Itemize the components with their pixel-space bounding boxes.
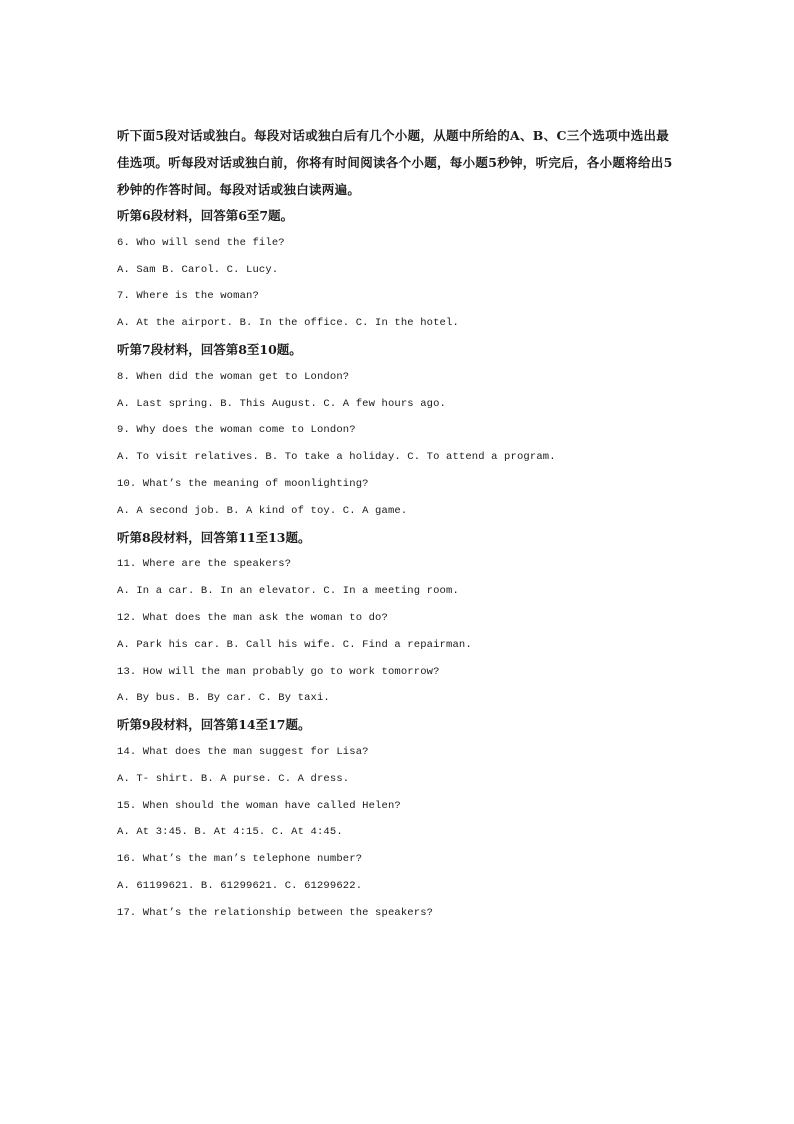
options-13: A. By bus. B. By car. C. By taxi. xyxy=(117,692,330,705)
section-title: 听第8段材料，回答第11至13题。 xyxy=(117,529,311,545)
exam-page xyxy=(117,122,677,927)
options-7: A. At the airport. B. In the office. C. In the hotel. xyxy=(117,317,459,330)
options-16: A. 61199621. B. 61299621. C. 61299622. xyxy=(117,879,363,892)
question-12: 12. What does the man ask the woman to do? xyxy=(117,611,388,624)
question-9: 9. Why does the woman come to London? xyxy=(117,424,356,437)
section-title: 听第7段材料，回答第8至10题。 xyxy=(117,341,302,357)
instructions-paragraph: 听下面5段对话或独白。每段对话或独白后有几个小题，从题中所给的A、B、C三个选项中选出最佳选项。听每段对话或独白前，你将有时间阅读各个小题，每小题5秒钟，听完后，各小题将给出5秒钟的作答时间。每段对话或独白读两遍。 xyxy=(117,128,673,197)
section-6 xyxy=(117,203,677,337)
section-title: 听第6段材料，回答第6至7题。 xyxy=(117,208,294,223)
section-7 xyxy=(117,337,677,525)
question-11: 11. Where are the speakers? xyxy=(117,558,292,571)
options-14: A. T- shirt. B. A purse. C. A dress. xyxy=(117,772,350,785)
options-10: A. A second job. B. A kind of toy. C. A game. xyxy=(117,504,408,517)
question-7: 7. Where is the woman? xyxy=(117,290,259,303)
question-17: 17. What’s the relationship between the speakers? xyxy=(117,906,434,919)
question-16: 16. What’s the man’s telephone number? xyxy=(117,853,363,866)
options-6: A. Sam B. Carol. C. Lucy. xyxy=(117,263,279,276)
question-6: 6. Who will send the file? xyxy=(117,236,285,249)
question-10: 10. What’s the meaning of moonlighting? xyxy=(117,477,369,490)
question-15: 15. When should the woman have called Helen? xyxy=(117,799,401,812)
section-9 xyxy=(117,712,677,926)
section-8 xyxy=(117,525,677,713)
options-8: A. Last spring. B. This August. C. A few hours ago. xyxy=(117,397,447,410)
question-13: 13. How will the man probably go to work tomorrow? xyxy=(117,665,440,678)
section-title: 听第9段材料，回答第14至17题。 xyxy=(117,717,311,733)
options-11: A. In a car. B. In an elevator. C. In a meeting room. xyxy=(117,585,459,598)
question-8: 8. When did the woman get to London? xyxy=(117,370,350,383)
options-15: A. At 3:45. B. At 4:15. C. At 4:45. xyxy=(117,826,343,839)
options-12: A. Park his car. B. Call his wife. C. Find a repairman. xyxy=(117,638,472,651)
options-9: A. To visit relatives. B. To take a holiday. C. To attend a program. xyxy=(117,451,556,464)
question-14: 14. What does the man suggest for Lisa? xyxy=(117,745,369,758)
